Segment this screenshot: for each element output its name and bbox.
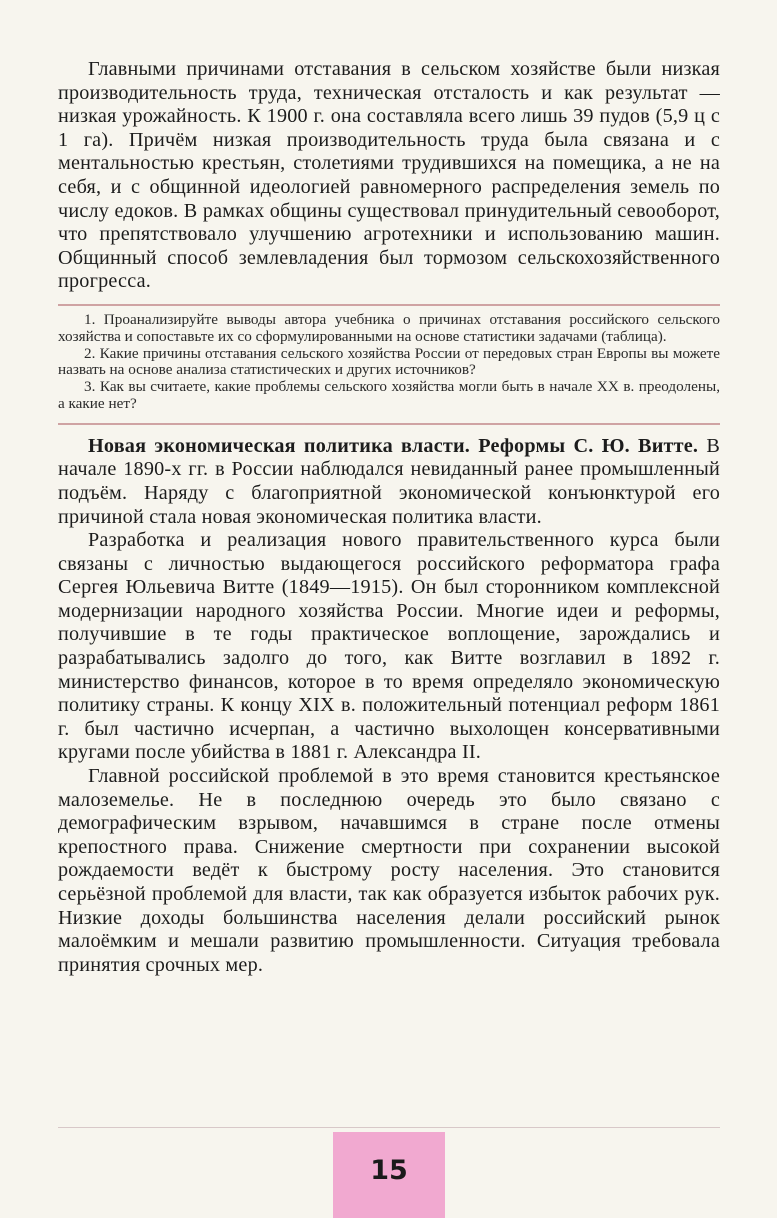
section-lead-paragraph <box>58 435 720 529</box>
page-content <box>58 58 720 977</box>
section-vitte-reforms <box>58 435 720 978</box>
section-paragraph: Разработка и реализация нового правительственного курса были связаны с личностью выдающегося российского реформатора графа Сергея Юльевича Витте (1849—1915). Он был сторонником комплексной модернизации народного хозяйства России. Многие идеи и реформы, получившие в те годы практическое воплощение, зарождались и разрабатывались задолго до того, как Витте возглавил в 1892 г. министерство финансов, которое в то время определяло экономическую политику страны. К концу XIX в. положительный потенциал реформ 1861 г. был частично исчерпан, а частично выхолощен консервативными кругами после убийства в 1881 г. Александра II. <box>58 529 720 764</box>
section-paragraph: Главной российской проблемой в это время становится крестьянское малоземелье. Не в последнюю очередь это было связано с демографическим взрывом, начавшимся в стране после отмены крепостного права. Снижение смертности при сохранении высокой рождаемости ведёт к быстрому росту населения. Это становится серьёзной проблемой для власти, так как образуется избыток рабочих рук. Низкие доходы большинства населения делали российский рынок малоёмким и мешали развитию промышленности. Ситуация требовала принятия срочных мер. <box>58 765 720 976</box>
questions-bottom-rule <box>58 423 720 425</box>
questions-top-rule <box>58 304 720 306</box>
intro-paragraph: Главными причинами отставания в сельском хозяйстве были низкая производительность труда, техническая отсталость и как результат — низкая урожайность. К 1900 г. она составляла всего лишь 39 пудов (5,9 ц с 1 га). Причём низкая производительность труда была связана и с ментальностью крестьян, столетиями трудившихся на помещика, а не на себя, и с общинной идеологией равномерного распределения земель по числу едоков. В рамках общины существовал принудительный севооборот, что препятствовало улучшению агротехники и использованию машин. Общинный способ землевладения был тормозом сельскохозяйственного прогресса. <box>58 58 720 293</box>
question-item: 3. Как вы считаете, какие проблемы сельского хозяйства могли быть в начале XX в. преодолены, а какие нет? <box>58 378 720 412</box>
footer-rule <box>58 1127 720 1128</box>
question-item: 1. Проанализируйте выводы автора учебника о причинах отставания российского сельского хозяйства и сопоставьте их со сформулированными на основе статистики задачами (таблица). <box>58 310 720 345</box>
question-item: 2. Какие причины отставания сельского хозяйства России от передовых стран Европы вы можете назвать на основе анализа статистических и других источников? <box>58 344 720 379</box>
page-number: 15 <box>370 1154 408 1186</box>
page-number-badge <box>333 1132 445 1218</box>
section-heading: Новая экономическая политика власти. Реформы С. Ю. Витте. <box>88 434 699 457</box>
questions-block <box>58 312 720 413</box>
section-lead-text: В начале 1890-х гг. в России наблюдался невиданный ранее промышленный подъём. Наряду с благоприятной экономической конъюнктурой его причиной стала новая экономическая политика власти. <box>58 434 720 528</box>
